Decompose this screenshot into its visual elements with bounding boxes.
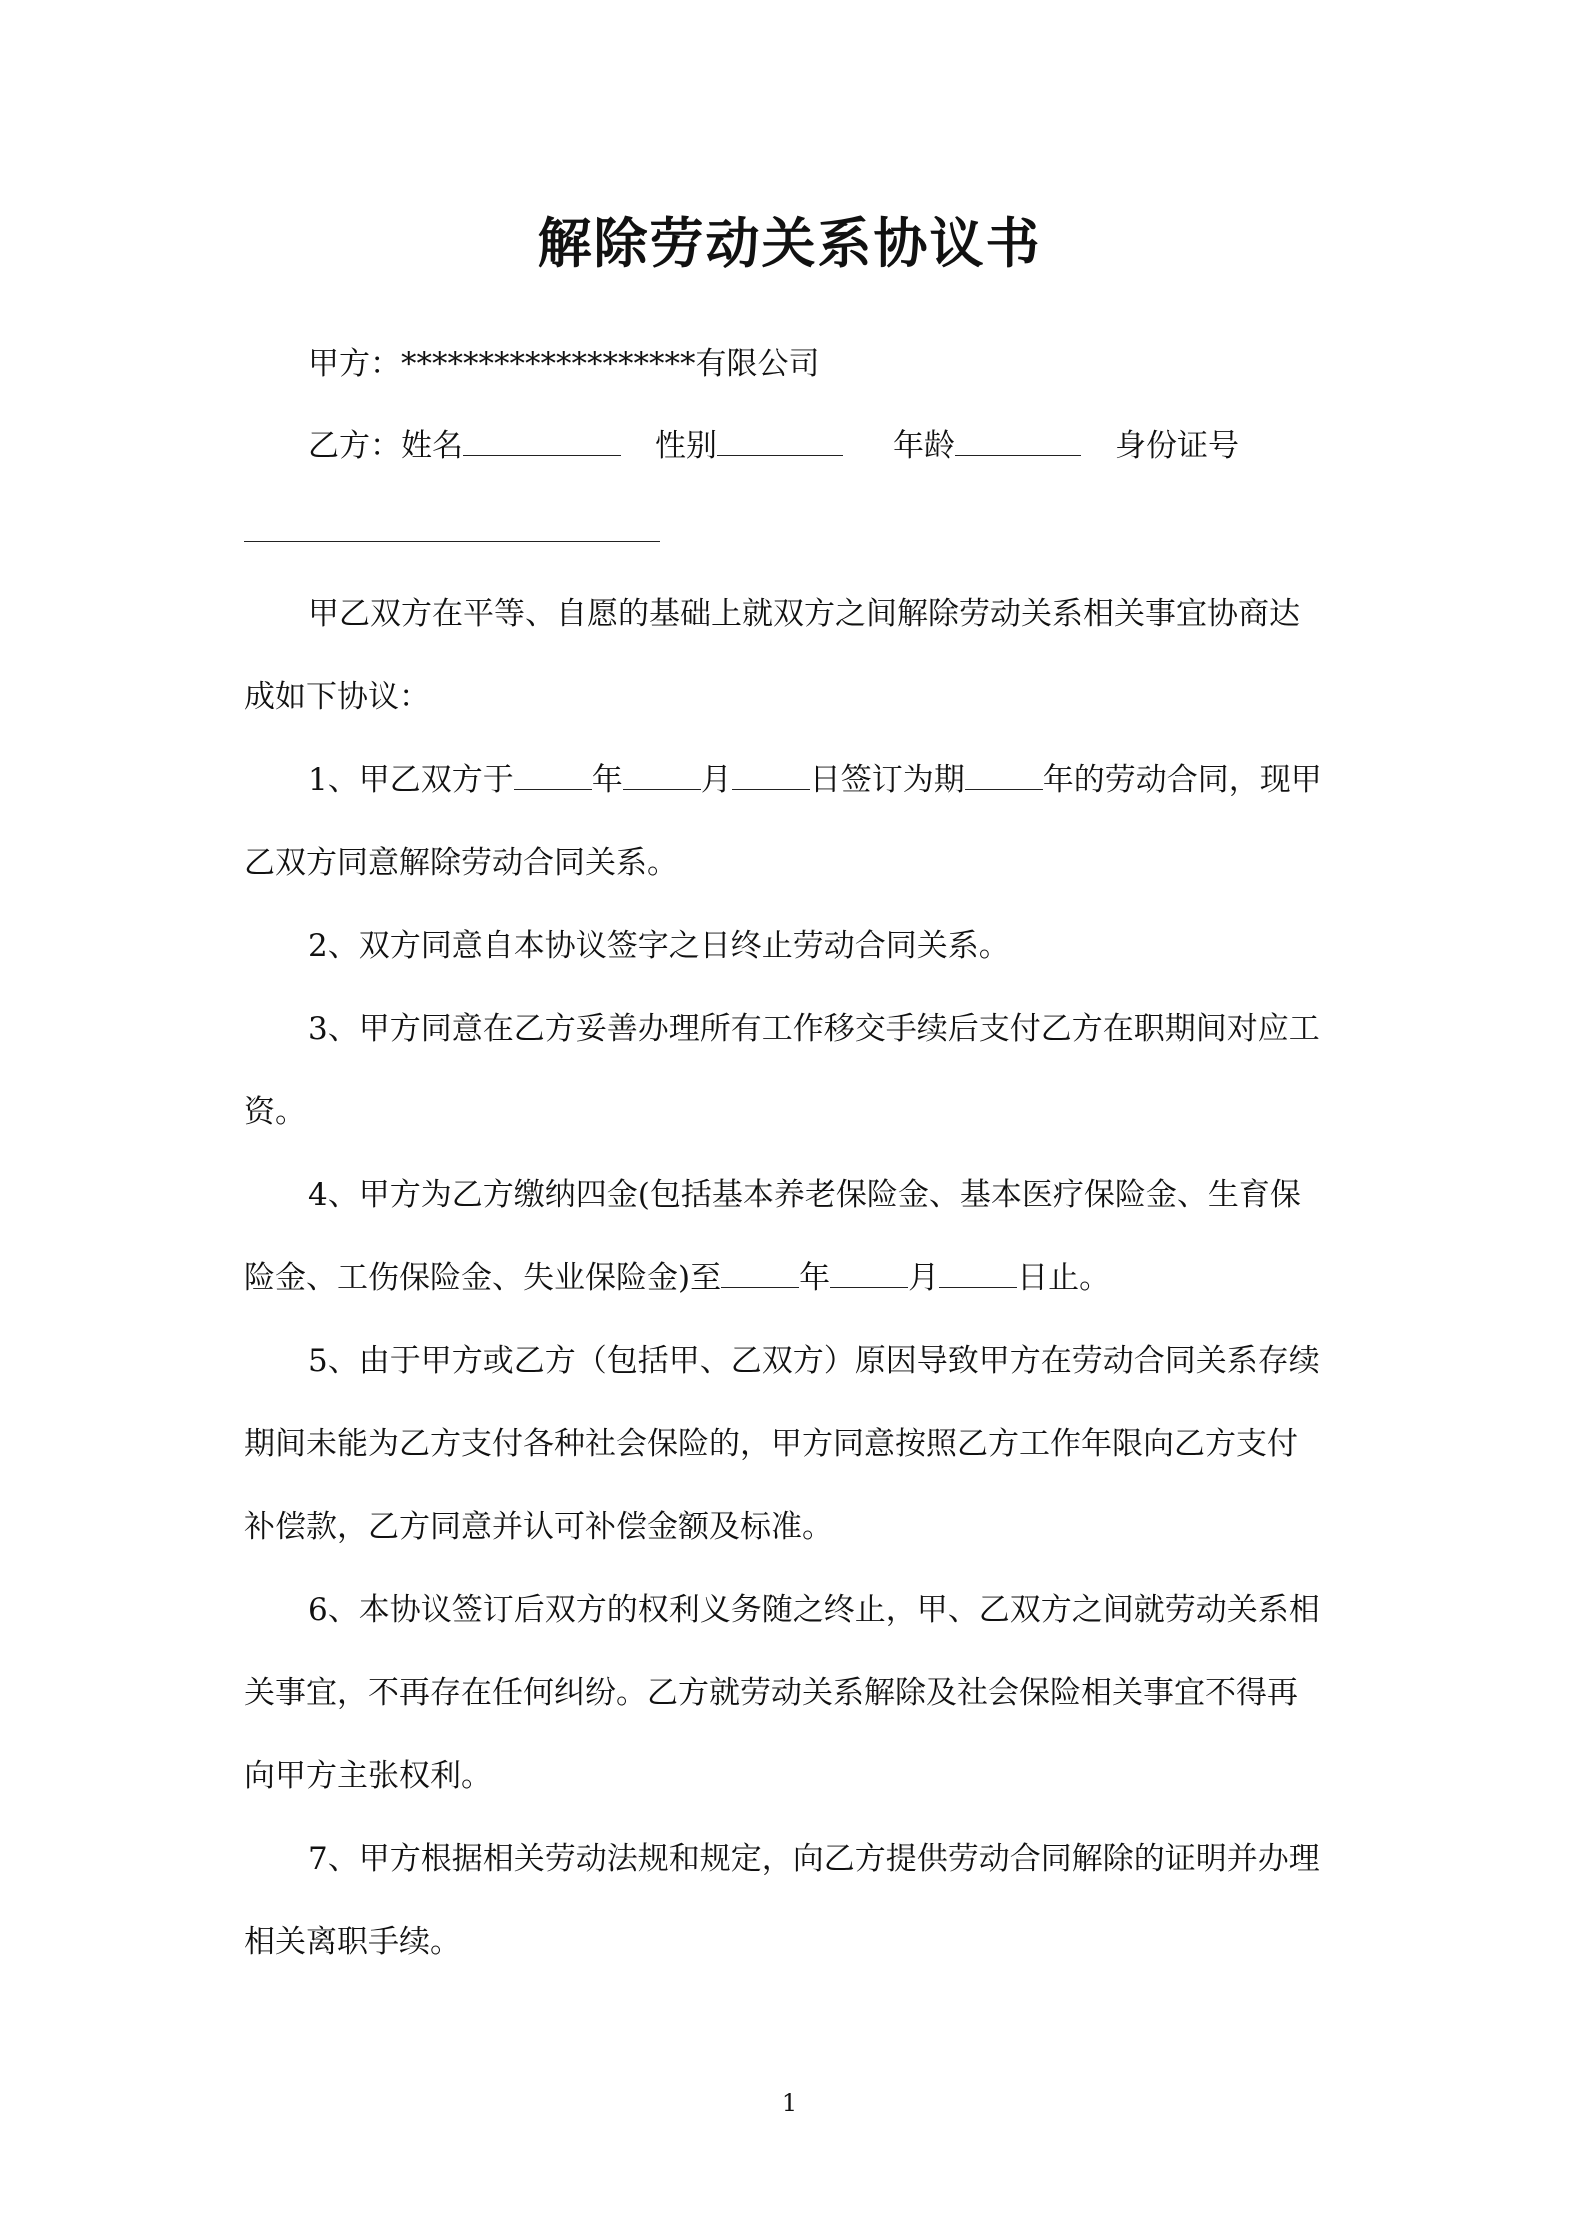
clause-4-line-1: 4、甲方为乙方缴纳四金(包括基本养老保险金、基本医疗保险金、生育保 [308,1177,1301,1213]
clause-4-text-a: 险金、工伤保险金、失业保险金)至 [244,1260,722,1296]
party-b-label: 乙方： [308,428,401,464]
name-label: 姓名 [401,428,463,464]
clause-3-line-2: 资。 [244,1094,306,1130]
gender-blank [717,425,843,456]
name-blank [463,425,621,456]
clause-1-line-1 [308,756,1418,804]
clause-5-line-2: 期间未能为乙方支付各种社会保险的，甲方同意按照乙方工作年限向乙方支付 [244,1426,1298,1462]
clause-6-line-3: 向甲方主张权利。 [244,1758,492,1794]
sign-month-blank [623,759,701,790]
intro-line-1: 甲乙双方在平等、自愿的基础上就双方之间解除劳动关系相关事宜协商达 [308,596,1300,632]
party-a-line [308,340,1418,388]
clause-3-line-1: 3、甲方同意在乙方妥善办理所有工作移交手续后支付乙方在职期间对应工 [308,1011,1320,1047]
clause-4-text-c: 月 [908,1260,940,1296]
clause-5-line-3: 补偿款，乙方同意并认可补偿金额及标准。 [244,1509,833,1545]
clause-4-text-d: 日止。 [1017,1260,1111,1296]
page-number: 1 [781,2089,798,2117]
clause-4-line-2 [244,1254,1354,1302]
sign-day-blank [732,759,810,790]
id-number-label: 身份证号 [1115,428,1239,464]
sign-year-blank [514,759,592,790]
party-a-label: 甲方： [308,346,401,382]
party-a-value: *******************有限公司 [401,346,820,382]
insurance-year-blank [721,1257,799,1288]
insurance-month-blank [830,1257,908,1288]
clause-1-text-b: 年 [591,762,623,798]
clause-2-line-1: 2、双方同意自本协议签字之日终止劳动合同关系。 [308,928,1010,964]
clause-4-text-b: 年 [799,1260,831,1296]
term-years-blank [965,759,1043,790]
gender-label: 性别 [655,428,717,464]
document-title: 解除劳动关系协议书 [537,211,1042,275]
intro-line-2: 成如下协议： [244,679,430,715]
clause-7-line-1: 7、甲方根据相关劳动法规和规定，向乙方提供劳动合同解除的证明并办理 [308,1841,1320,1877]
clause-1-text-a: 1、甲乙双方于 [308,762,514,798]
clause-1-text-c: 月 [700,762,732,798]
party-b-line [308,422,1418,470]
age-label: 年龄 [893,428,955,464]
clause-6-line-2: 关事宜，不再存在任何纠纷。乙方就劳动关系解除及社会保险相关事宜不得再 [244,1675,1298,1711]
clause-6-line-1: 6、本协议签订后双方的权利义务随之终止，甲、乙双方之间就劳动关系相 [308,1592,1320,1628]
insurance-day-blank [939,1257,1017,1288]
clause-1-text-e: 年的劳动合同，现甲 [1042,762,1322,798]
clause-1-text-d: 日签订为期 [809,762,965,798]
clause-5-line-1: 5、由于甲方或乙方（包括甲、乙双方）原因导致甲方在劳动合同关系存续 [308,1343,1320,1379]
clause-7-line-2: 相关离职手续。 [244,1924,461,1960]
age-blank [955,425,1081,456]
clause-1-line-2: 乙双方同意解除劳动合同关系。 [244,845,678,881]
id-number-blank [244,541,660,542]
